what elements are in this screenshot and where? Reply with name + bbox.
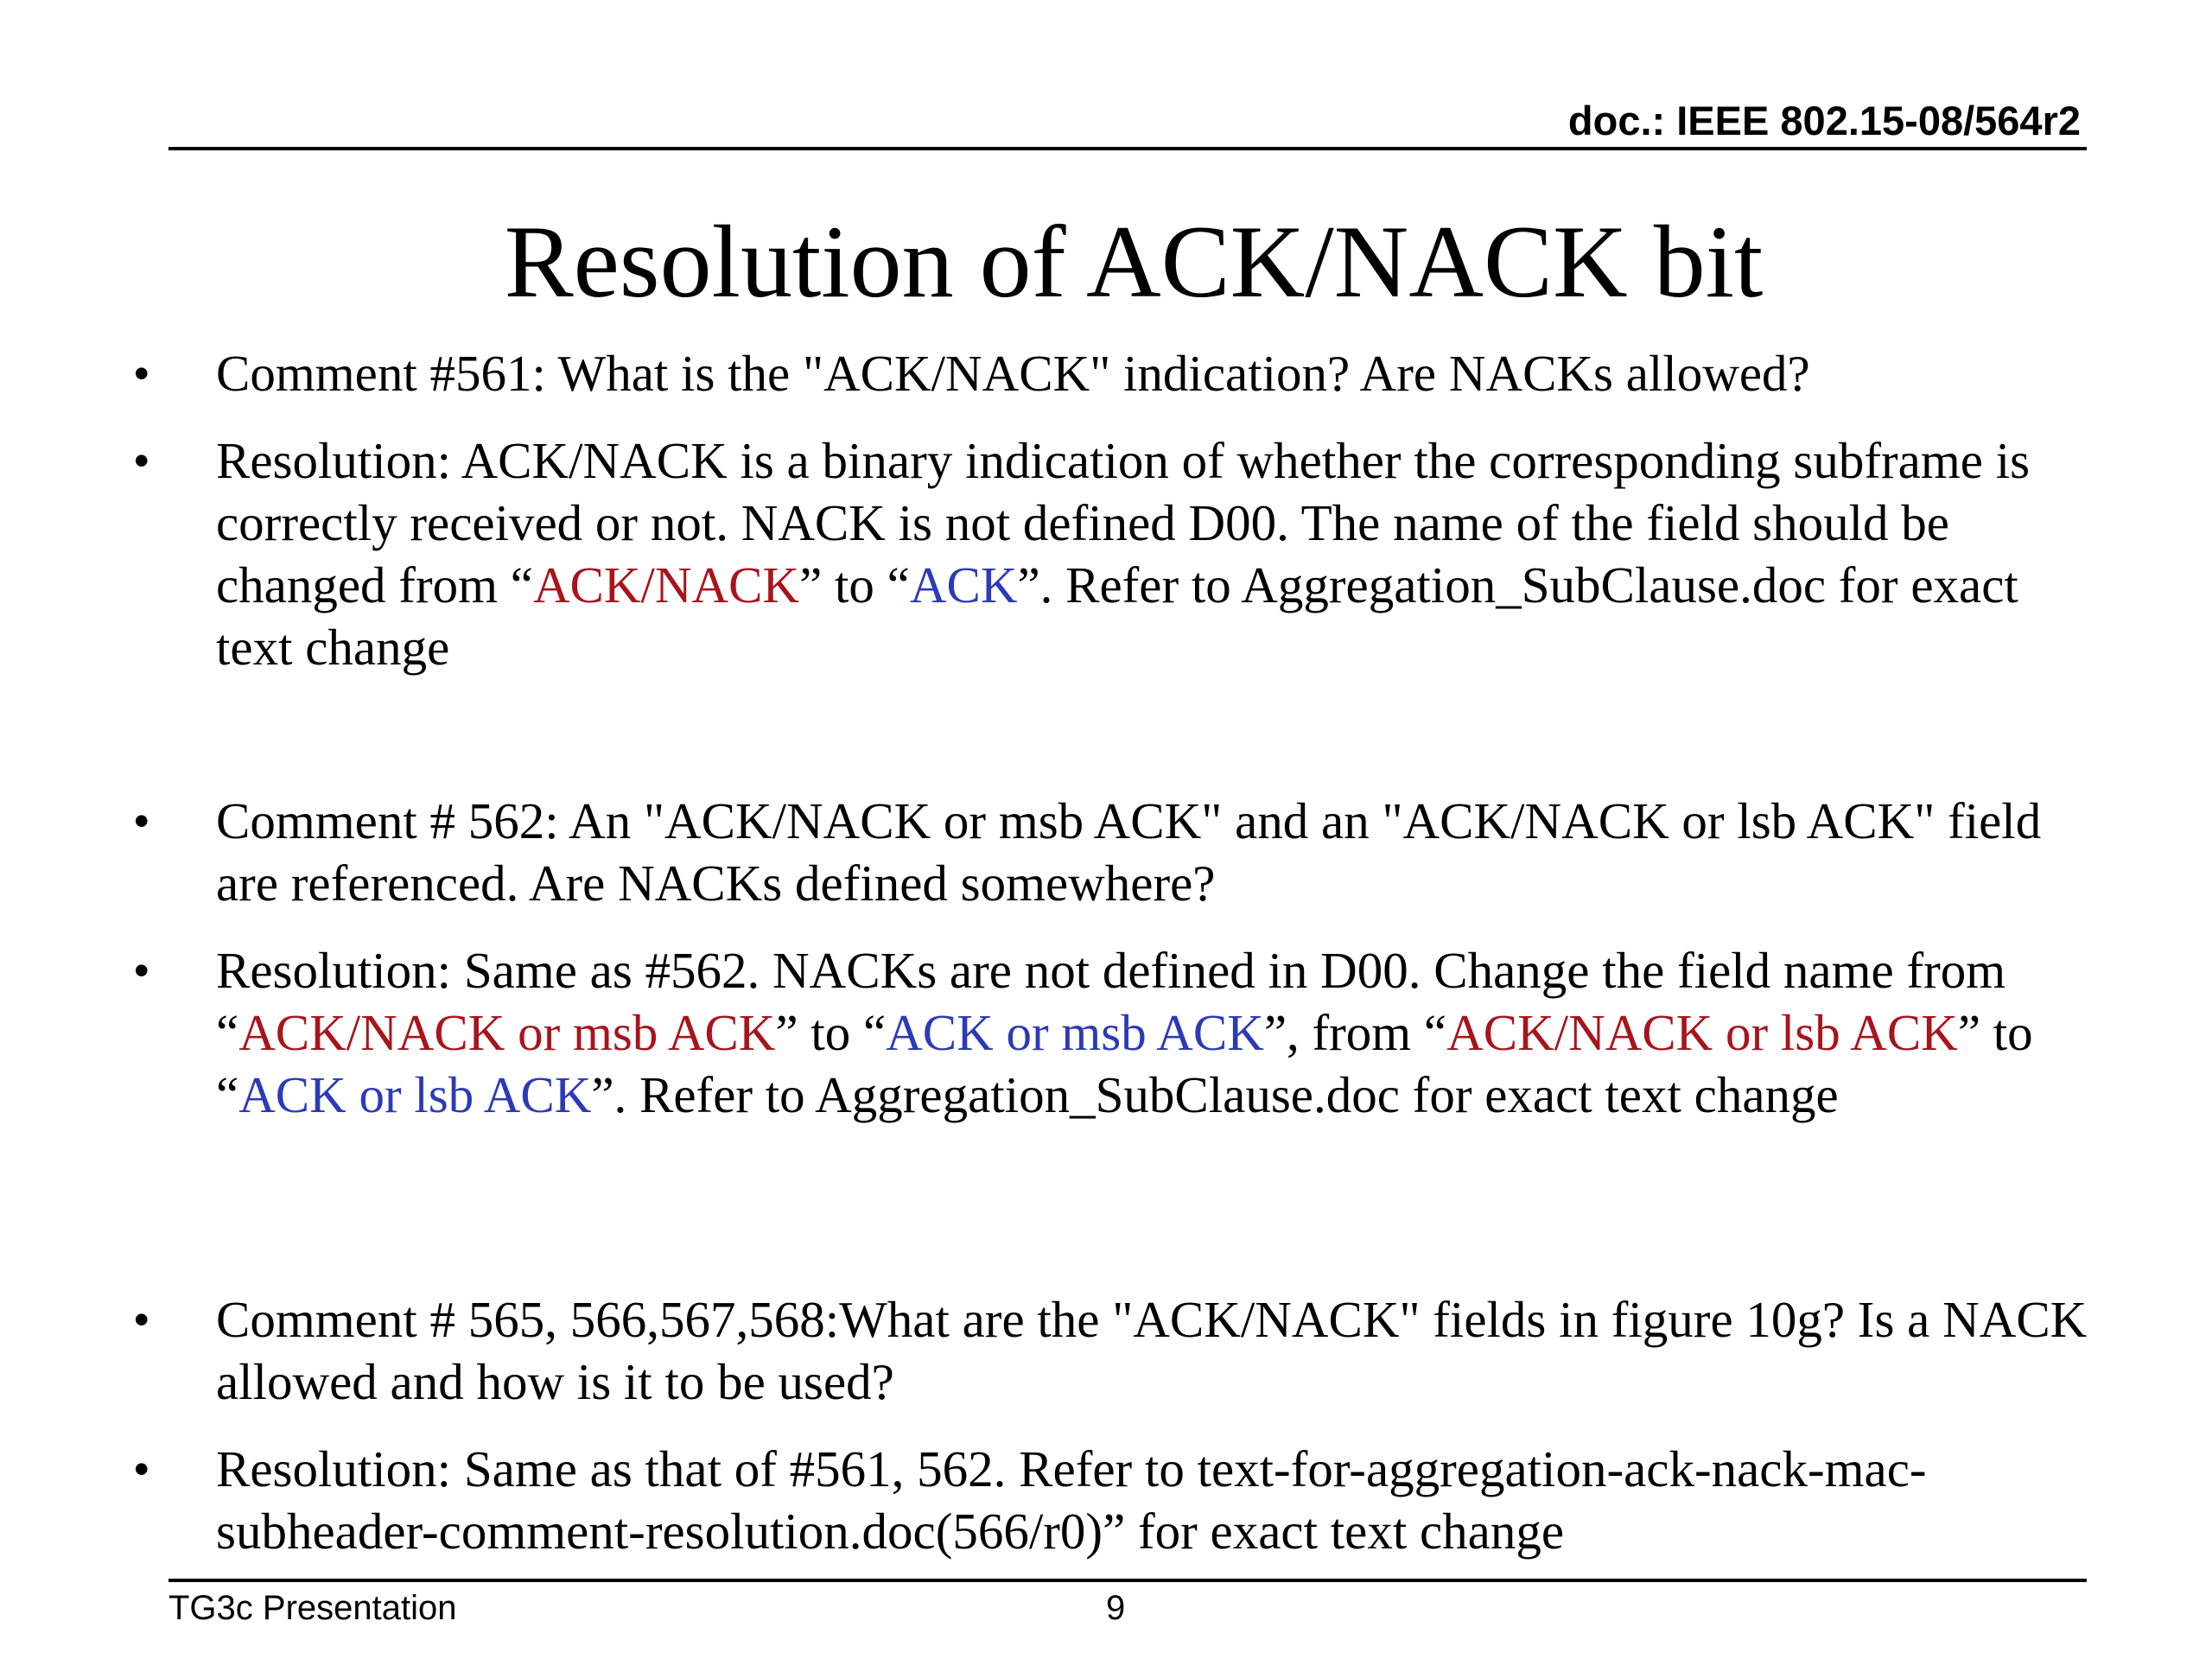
bullet-text: Resolution: Same as that of #561, 562. Refer to text-for-aggregation-ack-nack-mac-subheader-comment-resolution.doc(566/r0)” for exact text change [216,1440,1927,1560]
bullet-text: ”. Refer to Aggregation_SubClause.doc for exact text change [591,1066,1839,1123]
new-field-name: ACK [909,556,1018,613]
bullet-marker: • [134,436,149,485]
header-rule [168,147,2087,150]
document-id: doc.: IEEE 802.15-08/564r2 [1567,98,2081,143]
bullet-resolution-561 [134,429,2100,678]
bullet-resolution-565 [134,1438,2100,1562]
bullet-text: Comment # 562: An "ACK/NACK or msb ACK" and an "ACK/NACK or lsb ACK" field are referenced. Are NACKs defined somewhere? [216,792,2042,912]
bullet-text: ”. Refer to Aggregation_SubClause.doc for exact text change [216,556,2018,676]
footer-rule [168,1579,2087,1582]
bullet-text: Resolution: ACK/NACK is a binary indication of whether the corresponding subframe is correctly received or not. NACK is not defined D00. The name of the field should be changed from “ [216,432,2031,613]
bullet-text: Comment # 565, 566,567,568:What are the "ACK/NACK" fields in figure 10g? Is a NACK allowed and how is it to be used? [216,1291,2088,1410]
footer-presentation-name: TG3c Presentation [168,1589,457,1627]
bullet-marker: • [134,946,149,995]
old-field-name: ACK/NACK or msb ACK [238,1004,776,1061]
slide-title: Resolution of ACK/NACK bit [504,204,1764,319]
bullet-marker: • [134,1295,149,1344]
bullet-text: ” to “ [799,556,910,613]
old-field-name: ACK/NACK [532,556,800,613]
bullet-resolution-562 [134,939,2100,1126]
old-field-name: ACK/NACK or lsb ACK [1446,1004,1958,1061]
bullet-text: Resolution: Same as #562. NACKs are not defined in D00. Change the field name from “ [216,942,2006,1061]
bullet-marker: • [134,797,149,845]
bullet-comment-565 [134,1288,2100,1413]
bullet-marker: • [134,1445,149,1493]
bullet-text: ” to “ [775,1004,887,1061]
bullet-text: Comment #561: What is the "ACK/NACK" indication? Are NACKs allowed? [216,345,1810,402]
bullet-comment-562 [134,790,2100,914]
bullet-marker: • [134,349,149,397]
page-number: 9 [1106,1589,1126,1627]
bullet-text: ” to “ [216,1004,2033,1123]
bullet-text: ”, from “ [1263,1004,1447,1061]
bullet-comment-561 [134,342,2100,404]
new-field-name: ACK or msb ACK [886,1004,1264,1061]
new-field-name: ACK or lsb ACK [238,1066,592,1123]
